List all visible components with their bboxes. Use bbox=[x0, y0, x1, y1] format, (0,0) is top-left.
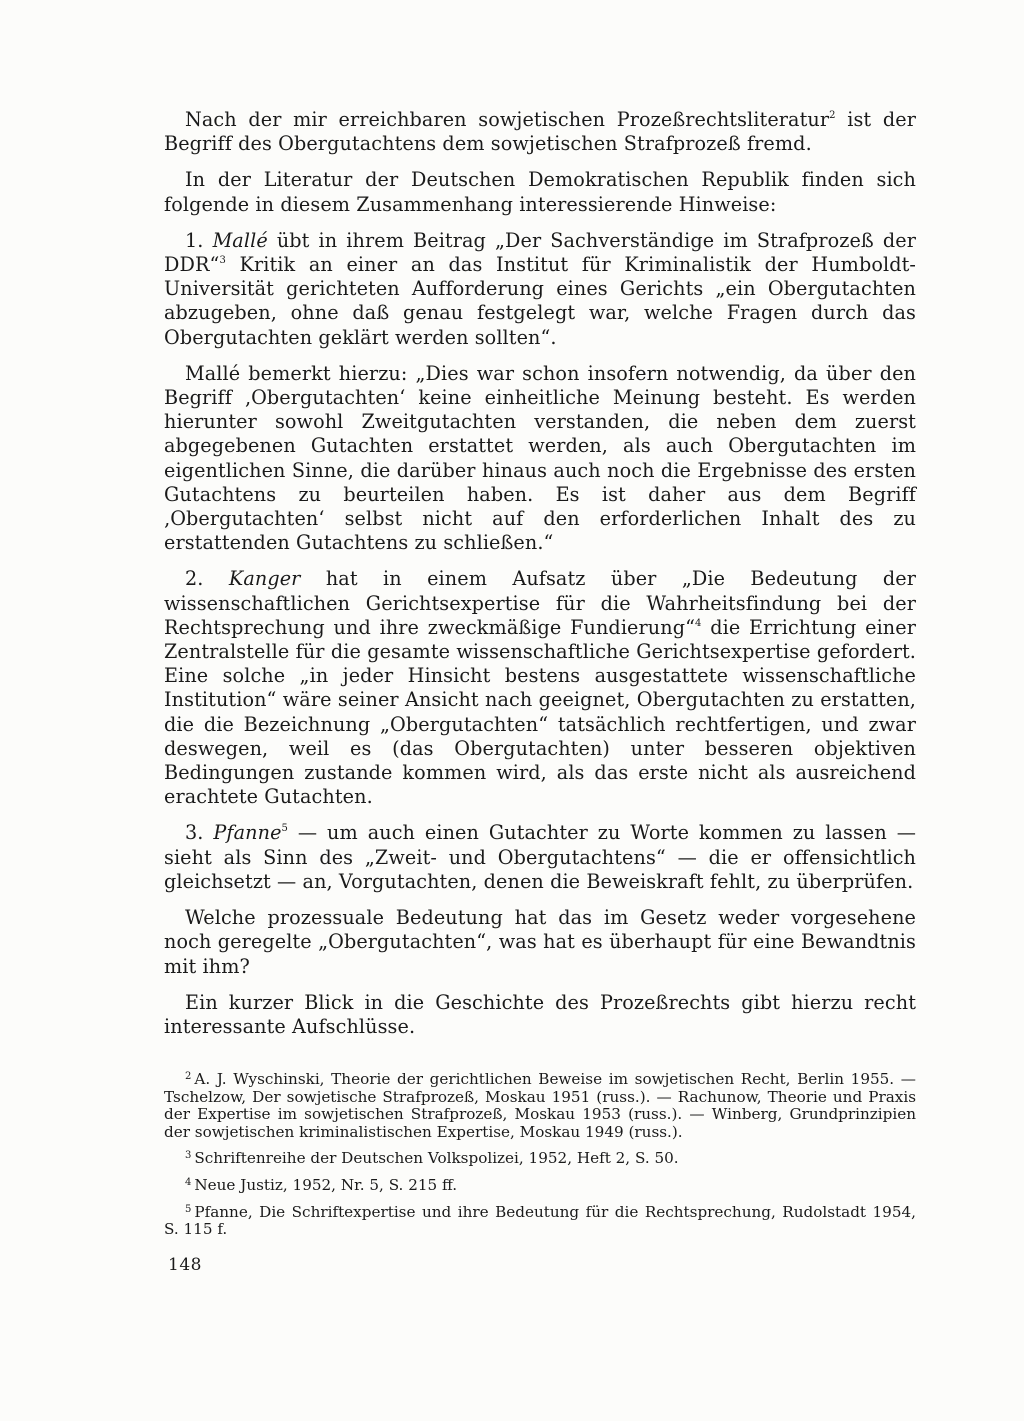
list-number: 3. bbox=[185, 821, 214, 845]
author-name: Pfanne bbox=[213, 821, 282, 845]
footnote-ref-5: 5 bbox=[281, 823, 288, 835]
paragraph-1 bbox=[164, 108, 916, 156]
footnote-ref-4: 4 bbox=[695, 617, 702, 629]
footnote-number: 5 bbox=[185, 1203, 192, 1215]
footnote-text: Pfanne, Die Schriftexpertise und ihre Bedeutung für die Rechtsprechung, Rudolstadt 1954, S. 115 f. bbox=[164, 1202, 916, 1239]
list-number: 1. bbox=[185, 228, 213, 252]
paragraph-text: Mallé bemerkt hierzu: „Dies war schon insofern notwendig, da über den Begriff ‚Obergutachten‘ keine einheitliche Meinung besteht. Es werden hierunter sowohl Zweitgutachten verstanden, die neben dem zuerst abgegebenen Gutachten erstattet werden, als auch Obergutachten im eigentlichen Sinne, die darüber hinaus auch noch die Ergebnisse des ersten Gutachtens zu beurteilen haben. Es ist daher aus dem Begriff ‚Obergutachten‘ selbst nicht auf den erforderlichen Inhalt des zu erstattenden Gutachtens zu schließen.“ bbox=[164, 361, 916, 555]
paragraph-5 bbox=[164, 567, 916, 809]
footnote-ref-3: 3 bbox=[219, 255, 226, 267]
paragraph-8 bbox=[164, 991, 916, 1039]
page-number: 148 bbox=[168, 1255, 202, 1275]
footnote-3 bbox=[164, 1150, 916, 1168]
paragraph-3 bbox=[164, 229, 916, 350]
author-name: Kanger bbox=[228, 567, 301, 591]
paragraph-text: In der Literatur der Deutschen Demokratischen Republik finden sich folgende in diesem Zusammenhang interessierende Hinweise: bbox=[164, 168, 916, 216]
paragraph-text: die Errichtung einer Zentralstelle für die gesamte wissenschaftliche Gerichtsexpertise gefordert. Eine solche „in jeder Hinsicht bestens ausgestattete wissenschaftliche Institution“ wäre seiner Ansicht nach geeignet, Obergutachten zu erstatten, die die Bezeichnung „Obergutachten“ tatsächlich rechtfertigen, und zwar deswegen, weil es (das Obergutachten) unter besseren objektiven Bedingungen zustande kommen wird, als das erste nicht als ausreichend erachtete Gutachten. bbox=[164, 615, 916, 809]
list-number: 2. bbox=[185, 567, 229, 591]
paragraph-text: übt in ihrem Beitrag „Der Sachverständige im Strafprozeß der DDR“ bbox=[164, 228, 916, 277]
footnote-text: A. J. Wyschinski, Theorie der gerichtlichen Beweise im sowjetischen Recht, Berlin 1955. — Tschelzow, Der sowjetische Strafprozeß, Moskau 1951 (russ.). — Rachunow, Theorie und Praxis der Expertise im sowjetischen Strafprozeß, Moskau 1953 (russ.). — Winberg, Grundprinzipien der sowjetischen kriminalistischen Expertise, Moskau 1949 (russ.). bbox=[164, 1070, 916, 1141]
paragraph-text: Ein kurzer Blick in die Geschichte des Prozeßrechts gibt hierzu recht interessante Aufschlüsse. bbox=[164, 990, 916, 1038]
footnote-text: Neue Justiz, 1952, Nr. 5, S. 215 ff. bbox=[194, 1176, 458, 1195]
footnote-text: Schriftenreihe der Deutschen Volkspolizei, 1952, Heft 2, S. 50. bbox=[194, 1149, 679, 1168]
page-body bbox=[164, 108, 916, 1248]
paragraph-7 bbox=[164, 906, 916, 979]
paragraph-6 bbox=[164, 821, 916, 894]
paragraph-text: Nach der mir erreichbaren sowjetischen Prozeßrechtsliteratur bbox=[185, 108, 830, 131]
footnote-number: 4 bbox=[185, 1177, 192, 1189]
footnote-number: 3 bbox=[185, 1150, 192, 1162]
paragraph-text: Welche prozessuale Bedeutung hat das im Gesetz weder vorgesehene noch geregelte „Obergutachten“, was hat es überhaupt für eine Bewandtnis mit ihm? bbox=[164, 906, 916, 978]
footnote-number: 2 bbox=[185, 1071, 192, 1083]
paragraph-text: Kritik an einer an das Institut für Kriminalistik der Humboldt-Universität gerichteten Aufforderung eines Gerichts „ein Obergutachten abzugeben, ohne daß genau festgelegt war, welche Fragen durch das Obergutachten geklärt werden sollten“. bbox=[164, 253, 916, 349]
paragraph-4 bbox=[164, 362, 916, 556]
footnote-2 bbox=[164, 1071, 916, 1141]
author-name: Mallé bbox=[212, 228, 268, 252]
footnote-4 bbox=[164, 1177, 916, 1195]
paragraph-text: hat in einem Aufsatz über „Die Bedeutung der wissenschaftlichen Gerichtsexpertise für die Wahrheitsfindung bei der Rechtsprechung und ihre zweckmäßige Fundierung“ bbox=[164, 567, 916, 639]
paragraph-text: — um auch einen Gutachter zu Worte kommen zu lassen — sieht als Sinn des „Zweit- und Obergutachtens“ — die er offensichtlich gleichsetzt — an, Vorgutachten, denen die Beweiskraft fehlt, zu überprüfen. bbox=[164, 821, 916, 893]
footnote-5 bbox=[164, 1204, 916, 1239]
paragraph-2 bbox=[164, 168, 916, 216]
paragraph-text: ist der Begriff des Obergutachtens dem sowjetischen Strafprozeß fremd. bbox=[164, 108, 916, 156]
footnotes bbox=[164, 1071, 916, 1239]
footnote-ref-2: 2 bbox=[829, 110, 836, 121]
